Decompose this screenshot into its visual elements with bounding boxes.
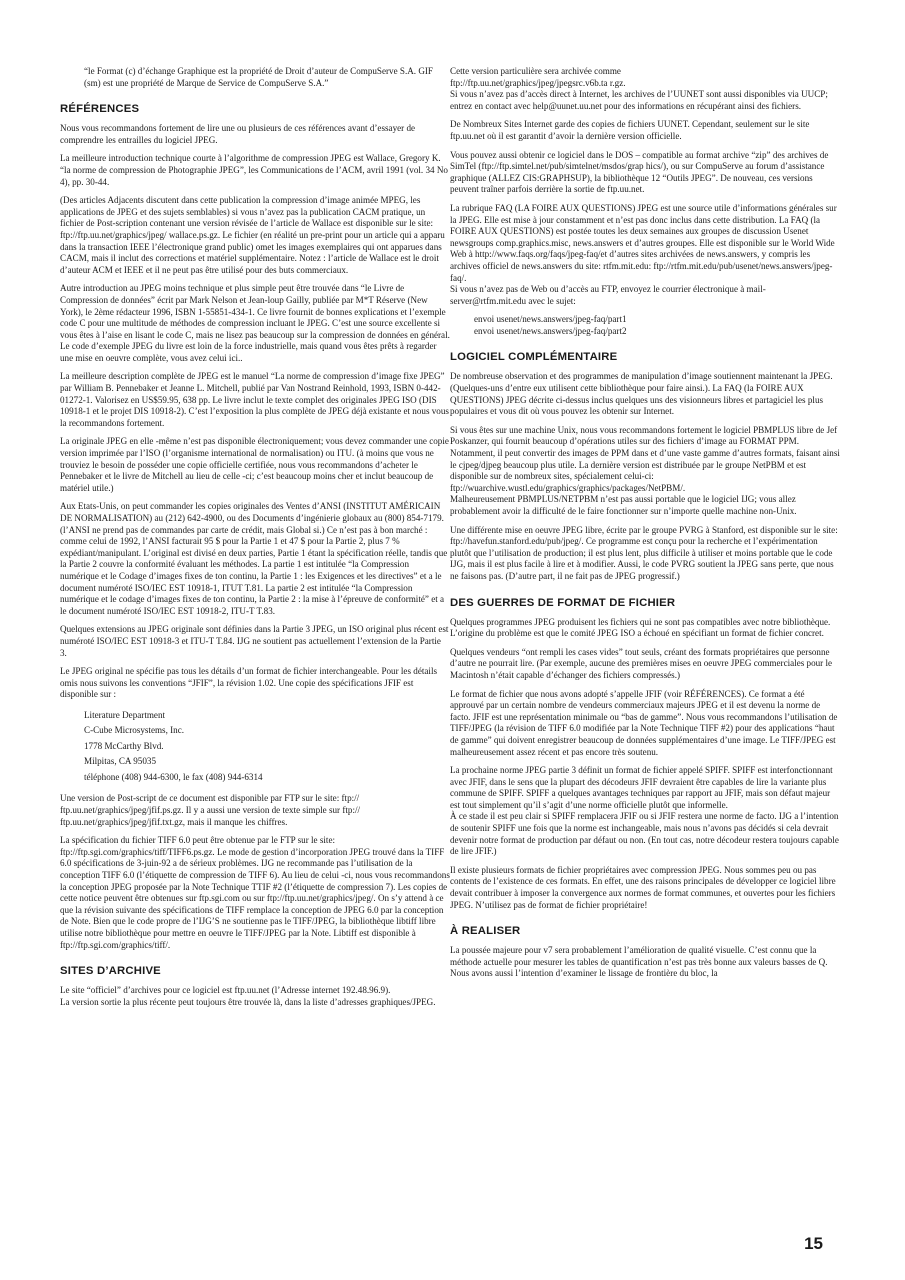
address-line: 1778 McCarthy Blvd. [84, 740, 164, 751]
complementary-software-heading: LOGICIEL COMPLÉMENTAIRE [450, 351, 618, 364]
address-line: Literature Department [84, 709, 166, 720]
archive-sites-paragraph: Le site “officiel” d’archives pour ce logiciel est ftp.uu.net (l’Adresse internet 192.48.96.9). La version sortie la plus récente peut toujours être trouvée là, dans la liste d’adresses graphiques/JPEG. [60, 985, 436, 1007]
archive-paragraph: De Nombreux Sites Internet garde des copies de fichiers UUNET. Cependant, seulement sur le site ftp.uu.net où il est garantit d’avoir la dernière version officielle. [450, 119, 810, 141]
complementary-software-paragraph: Si vous êtes sur une machine Unix, nous vous recommandons fortement le logiciel PBMPLUS libre de Jef Poskanzer, qui fournit beaucoup d’opérations utiles sur des fichiers d’image au FORMAT PPM. Notamment, il peut convertir des images de PPM dans et d’une vaste gamme d’autres formats, faisant ainsi le cjpeg/djpeg beaucoup plus utile. La dernière version est distribuée par le groupe NetPBM et est disponible sur de nombreux sites, spécialement celui-ci: ftp://wuarchive.wustl.edu/graphics/graphics/packages/NetPBM/. Malheureusement PBMPLUS/NETPBM n’est pas aussi portable que le logiciel IJG; vous allez probablement avoir la difficulté de le faire fonctionner sur n’importe quelle machine non-Unix. [450, 424, 840, 516]
page-number: 15 [804, 1234, 823, 1253]
file-format-wars-paragraph: Il existe plusieurs formats de fichier propriétaires avec compression JPEG. Nous sommes peu ou pas contents de l’existence de ces formats. En effet, une des raisons principales de développer ce logiciel libre devait contribuer à imposer la convergence aux normes de format communes, et ouvertes pour les fichiers JPEG. N’utilisez pas de format de fichier propriétaire! [450, 864, 836, 910]
references-paragraph: Quelques extensions au JPEG originale sont définies dans la Partie 3 JPEG, un ISO original plus récent est numéroté ISO/IEC EST 10918-3 et ITU-T T.84. IJG ne soutient pas actuellement l’extension de la Partie 3. [60, 624, 449, 658]
address-line: Milpitas, CA 95035 [84, 756, 156, 767]
right-column [450, 66, 840, 987]
archive-paragraph: Vous pouvez aussi obtenir ce logiciel dans le DOS – compatible au format archive “zip” des archives de SimTel (ftp://ftp.simtel.net/pub/simtelnet/msdos/grap hics/), ou sur CompuServe au forum d’assistance graphique (ALLEZ CIS:GRAPHSUP), la bibliothèque 12 “Outils JPEG”. De nouveau, ces versions peuvent traîner parfois derrière la sortie de ftp.uu.net. [450, 149, 829, 195]
todo-paragraph: La poussée majeure pour v7 sera probablement l’amélioration de qualité visuelle. C’est connu que la méthode actuelle pour mesurer les tables de quantification n’est pas très bonne aux valeurs basses de Q. Nous avons aussi l’intention d’examiner le lissage de frontière du bloc, la [450, 945, 828, 979]
left-column [60, 66, 450, 1015]
references-paragraph: La originale JPEG en elle -même n’est pas disponible électroniquement; vous devez commander une copie version imprimée par l’ISO (l’organisme international de normalisation) ou ITU. (à moins que vous ne trouviez le besoin de posséder une copie officielle certifiée, nous vous recommandons d’acheter le Pennebaker et le livre de Mitchell au lieu de celle -ci; c’est beaucoup moins cher et inclut beaucoup de matériel utile.) [60, 436, 449, 493]
file-format-wars-paragraph: Quelques programmes JPEG produisent les fichiers qui ne sont pas compatibles avec notre bibliothèque. L’origine du problème est que le comité JPEG ISO a échoué en spécifiant un format de fichier concret. [450, 616, 831, 639]
send-command: envoi usenet/news.answers/jpeg-faq/part1 [474, 314, 627, 325]
references-paragraph: Une version de Post-script de ce document est disponible par FTP sur le site: ftp:// ftp.uu.net/graphics/jpeg/jfif.ps.gz. Il y a aussi une version de texte simple sur ftp:// ftp.uu.net/graphics/jpeg/jfif.txt.gz, mais il manque les chiffres. [60, 793, 361, 827]
references-paragraph: La meilleure introduction technique courte à l’algorithme de compression JPEG est Wallace, Gregory K. “la norme de compression de Photographie JPEG”, les Communications de l’ACM, avril 1991 (vol. 34 No 4), pp. 30-44. [60, 153, 448, 187]
references-heading: RÉFÉRENCES [60, 103, 140, 116]
references-paragraph: La spécification du fichier TIFF 6.0 peut être obtenue par le FTP sur le site: ftp://ftp.sgi.com/graphics/tiff/TIFF6.ps.gz. Le mode de gestion d’incorporation JPEG trouvé dans la TIFF 6.0 spécifications de 3-juin-92 a de sérieux problèmes. IJG ne recommande pas l’utilisation de la conception TIFF 6.0 (l’étiquette de compression de TIFF 6). Au lieu de celui -ci, nous vous recommandons la conception JPEG proposée par la Note Technique TTIF #2 (l’étiquette de compression 7). Les copies de cette notice peuvent être obtenues sur ftp.sgi.com ou sur ftp://ftp.uu.net/graphics/jpeg/. On s’y attend à ce que la révision suivante des spécifications de TIFF remplace la conception de JPEG 6.0 par la conception de Note. Bien que le code propre de l’IJG’S ne soutienne pas le TIFF/JPEG, la bibliothèque libtiff libre utilise notre bibliothèque pour mettre en oeuvre le TIFF/JPEG par la Note. Libtiff est disponible à ftp://ftp.sgi.com/graphics/tiff/. [60, 835, 450, 950]
archive-sites-heading: SITES D’ARCHIVE [60, 965, 161, 978]
references-paragraph: (Des articles Adjacents discutent dans cette publication la compression d’image animée MPEG, les applications de JPEG et des sujets semblables) si vous n’avez pas la publication CACM pratique, un fichier de Post-scription contenant une version révisée de l’article de Wallace est disponible sur le site: ftp://ftp.uu.net/graphics/jpeg/ wallace.ps.gz. Le fichier (en réalité un pre-print pour un article qui a apparu dans la transaction IEEE l’électronique grand public) omet les images exemplaires qui ont apparues dans CACM, mais il inclut des corrections et matériel supplémentaire. Notez : l’article de Wallace est le droit d’auteur ACM et IEEE et il ne peut pas être utilisé pour des buts commerciaux. [60, 195, 445, 275]
send-command: envoi usenet/news.answers/jpeg-faq/part2 [474, 325, 627, 336]
file-format-wars-heading: DES GUERRES DE FORMAT DE FICHIER [450, 596, 676, 609]
todo-heading: À REALISER [450, 925, 521, 938]
file-format-wars-paragraph: Quelques vendeurs “ont rempli les cases vides” tout seuls, créant des formats propriétaires que personne d’autre ne pourrait lire. (Par exemple, aucune des premières mises en oeuvre JPEG commerciales pour le Macintosh n’était capable d’échanger des fichiers compressés.) [450, 646, 833, 680]
references-paragraph: Le JPEG original ne spécifie pas tous les détails d’un format de fichier interchangeable. Pour les détails omis nous suivons les conventions “JFIF”, la révision 1.02. Une copie des spécifications JFIF est disponible sur : [60, 666, 438, 700]
references-paragraph: La meilleure description complète de JPEG est le manuel “La norme de compression d’image fixe JPEG” par William B. Pennebaker et Jeanne L. Mitchell, publié par Van Nostrand Reinhold, 1993, ISBN 0-442-01272-1. Valorisez en US$59.95, 638 pp. Le livre inclut le texte complet des originales JPEG ISO (DIS 10918-1 et le projet DIS 10918-2). C’est l’exposition la plus complète de JPEG déjà existante et nous vous la recommandons fortement. [60, 371, 449, 428]
references-paragraph: Nous vous recommandons fortement de lire une ou plusieurs de ces références avant d’essayer de comprendre les entrailles du logiciel JPEG. [60, 123, 416, 145]
intro-paragraph: “le Format (c) d’échange Graphique est la propriété de Droit d’auteur de CompuServe S.A. GIF (sm) est une propriété de Marque de Service de CompuServe S.A.” [84, 66, 433, 88]
references-paragraph: Aux Etats-Unis, on peut commander les copies originales des Ventes d’ANSI (INSTITUT AMÉRICAIN DE NORMALISATION) au (212) 642-4900, ou des Documents d’ingénierie globaux au (800) 854-7179. (l’ANSI ne prend pas de commandes par carte de crédit, mais Global si.) Ce n’est pas à bon marché : comme celui de 1992, l’ANSI facturait 95 $ pour la Partie 1 et 47 $ pour la Partie 2, plus 7 % expédiant/manipulant. L’original est divisé en deux parties, Partie 1 étant la spécification réelle, tandis que la Partie 2 couvre la conformité évaluant les méthodes. La partie 1 est intitulée “la Compression numérique et le Codage d’images fixes de ton continu, la Partie 1 : les Exigences et les directives” et a le document numéroté ISO/IEC EST 10918-1, ITUT T.81. La partie 2 est intitulée “la Compression numérique et le codage d’images fixes de ton continu, la Partie 2 : la mise à l’épreuve de conformité” et a le document numéroté ISO/IEC EST 10918-2, ITU-T T.83. [60, 501, 448, 616]
archive-paragraph: Cette version particulière sera archivée comme ftp://ftp.uu.net/graphics/jpeg/jpegsrc.v6b.ta r.gz. Si vous n’avez pas d’accès direct à Internet, les archives de l’UUNET sont aussi disponibles via UUCP; entrez en contact avec help@uunet.uu.net pour des informations en récupérant ainsi des fichiers. [450, 66, 828, 111]
archive-paragraph: La rubrique FAQ (LA FOIRE AUX QUESTIONS) JPEG est une source utile d’informations générales sur la JPEG. Elle est mise à jour constamment et n’est pas donc inclus dans cette distribution. La FAQ (la FOIRE AUX QUESTIONS) est postée toutes les deux semaines aux groupes de discussion Usenet newsgroups comp.graphics.misc, news.answers et d’autres groupes. Elle est disponible sur le World Wide Web à http://www.faqs.org/faqs/jpeg-faq/et d’autres sites archivées de news.answers, y compris les archives officiel de news.answers du site: rtfm.mit.edu: ftp://rtfm.mit.edu/pub/usenet/news.answers/jpeg-faq/. Si vous n’avez pas de Web ou d’accès au FTP, envoyez le courrier électronique à mail-server@rtfm.mit.edu avec le sujet: [450, 202, 837, 306]
address-line: téléphone (408) 944-6300, le fax (408) 944-6314 [84, 771, 263, 782]
address-block [60, 708, 450, 786]
complementary-software-paragraph: Une différente mise en oeuvre JPEG libre, écrite par le groupe PVRG à Stanford, est disponible sur le site: ftp://havefun.stanford.edu/pub/jpeg/. Ce programme est conçu pour la recherche et l’expérimentation plutôt que l’utilisation de production; il est plus lent, plus difficile à utiliser et moins portable que le code IJG, mais il est plus facile à lire et à modifier. Aussi, le code PVRG soutient la JPEG sans perte, que nous ne faisons pas. (D’autre part, il ne fait pas de JPEG progressif.) [450, 524, 838, 581]
file-format-wars-paragraph: Le format de fichier que nous avons adopté s’appelle JFIF (voir RÉFÉRENCES). Ce format a été approuvé par un certain nombre de vendeurs commerciaux majeurs JPEG et il est devenu la norme de facto. JFIF est une représentation minimale ou “bas de gamme”. Nous vous recommandons l’utilisation de TIFF/JPEG (la révision de TIFF 6.0 modifiée par la Note Technique TIFF #2) pour des applications “haut de gamme” qui doivent enregistrer beaucoup de données supplémentaires d’une image. Le TIFF/JPEG est malheureusement assez récent et pas encore très soutenu. [450, 688, 838, 757]
references-paragraph: Autre introduction au JPEG moins technique et plus simple peut être trouvée dans “le Livre de Compression de données” écrit par Mark Nelson et Jean-loup Gailly, publiée par M*T Réserve (New York), le 2ème rédacteur 1996, ISBN 1-55851-434-1. Ce livre fournit de bonnes explications et l’exemple code C pour une multitude de méthodes de compression incluant le JPEG. C’est une source excellente si vous êtes à l’aise en lisant le code C, mais ne lisez pas beaucoup sur la compression de données en général. Le code d’exemple JPEG du livre est loin de la force industrielle, mais quand vous êtes prêts à regarder une mise en oeuvre complète, vous avez celui ici.. [60, 283, 450, 363]
file-format-wars-paragraph: La prochaine norme JPEG partie 3 définit un format de fichier appelé SPIFF. SPIFF est interfonctionnant avec JFIF, dans le sens que la plupart des décodeurs JFIF devraient être capables de lire la variante plus commune de SPIFF. SPIFF a quelques avantages techniques par rapport au JFIF, mais son défaut majeur est tout simplement qu’il s’agit d’une norme officielle plutôt que informelle. À ce stade il est peu clair si SPIFF remplacera JFIF ou si JFIF restera une norme de facto. IJG a l’intention de soutenir SPIFF une fois que la norme est inchangeable, mais nous n’avons pas décidés si cela devrait devenir notre format de production par défaut ou non. (En tout cas, notre décodeur restera toujours capable de lire JFIF.) [450, 765, 839, 857]
address-line: C-Cube Microsystems, Inc. [84, 725, 185, 736]
complementary-software-paragraph: De nombreuse observation et des programmes de manipulation d’image soutiennent maintenant la JPEG. (Quelques-uns d’entre eux utilisent cette bibliothèque pour faire ainsi.). La FAQ (la FOIRE AUX QUESTIONS) JPEG décrite ci-dessus inclus quelques uns des visionneurs libres et partagiciel les plus populaires et vous dit où vous pouvez les obtenir sur Internet. [450, 371, 833, 417]
